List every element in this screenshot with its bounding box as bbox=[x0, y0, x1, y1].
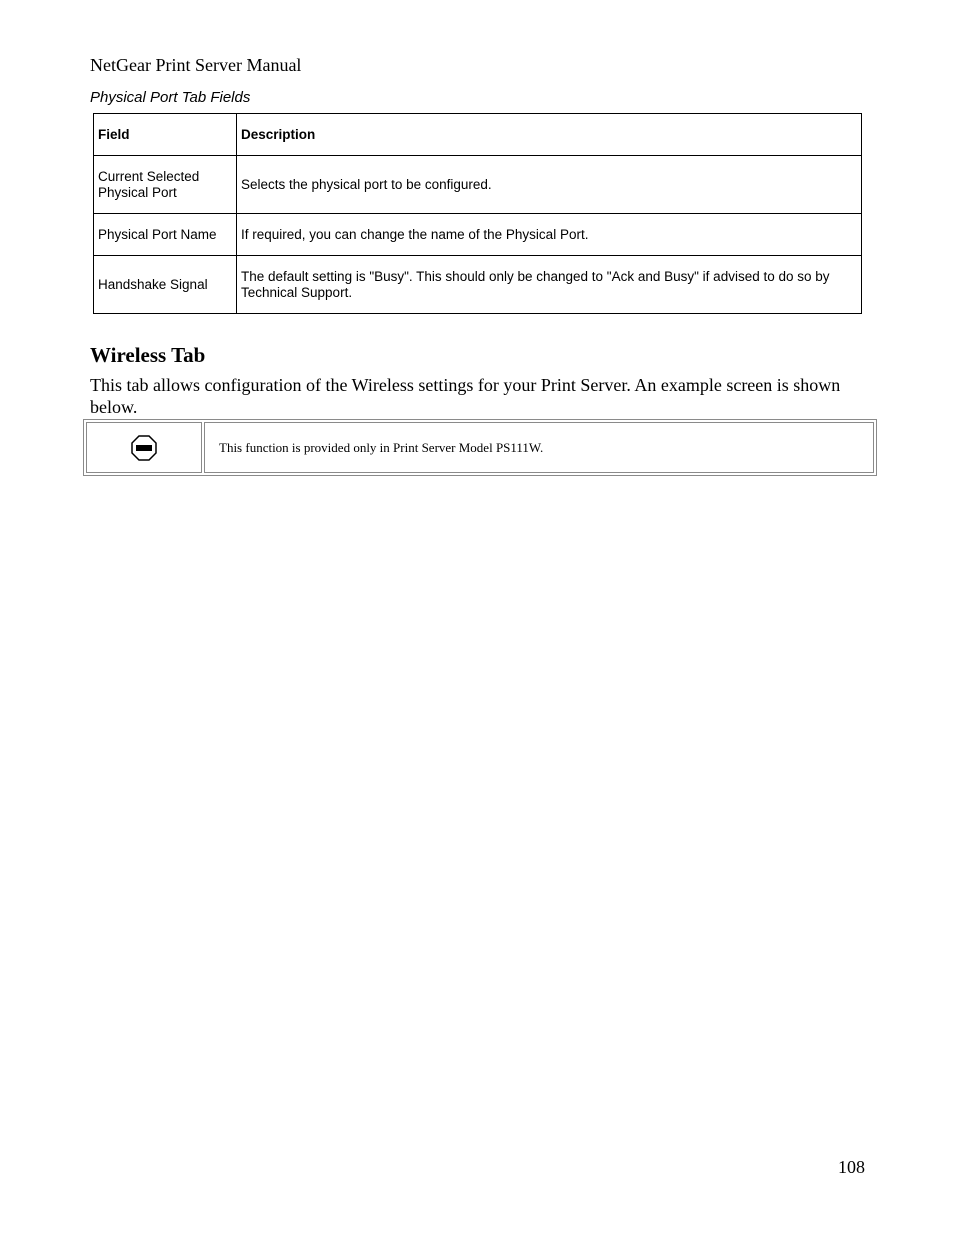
table-caption: Physical Port Tab Fields bbox=[90, 89, 251, 106]
description-cell: The default setting is "Busy". This should only be changed to "Ack and Busy" if advised to do so by Technical Support. bbox=[237, 256, 862, 314]
field-cell: Physical Port Name bbox=[94, 214, 237, 256]
field-cell: Current Selected Physical Port bbox=[94, 156, 237, 214]
description-cell: If required, you can change the name of the Physical Port. bbox=[237, 214, 862, 256]
note-box bbox=[83, 419, 877, 476]
field-cell: Handshake Signal bbox=[94, 256, 237, 314]
running-header: NetGear Print Server Manual bbox=[90, 55, 302, 75]
table-row bbox=[94, 156, 862, 214]
table-row bbox=[94, 214, 862, 256]
no-entry-icon bbox=[131, 435, 157, 461]
column-header-field: Field bbox=[94, 114, 237, 156]
table-header-row bbox=[94, 114, 862, 156]
note-text: This function is provided only in Print Server Model PS111W. bbox=[204, 422, 874, 473]
physical-port-fields-table bbox=[93, 113, 862, 314]
table-row bbox=[94, 256, 862, 314]
note-icon-cell bbox=[86, 422, 202, 473]
column-header-description: Description bbox=[237, 114, 862, 156]
section-heading: Wireless Tab bbox=[90, 343, 206, 367]
page-number: 108 bbox=[838, 1157, 865, 1177]
description-cell: Selects the physical port to be configured. bbox=[237, 156, 862, 214]
section-paragraph: This tab allows configuration of the Wireless settings for your Print Server. An example screen is shown below. bbox=[90, 375, 841, 417]
